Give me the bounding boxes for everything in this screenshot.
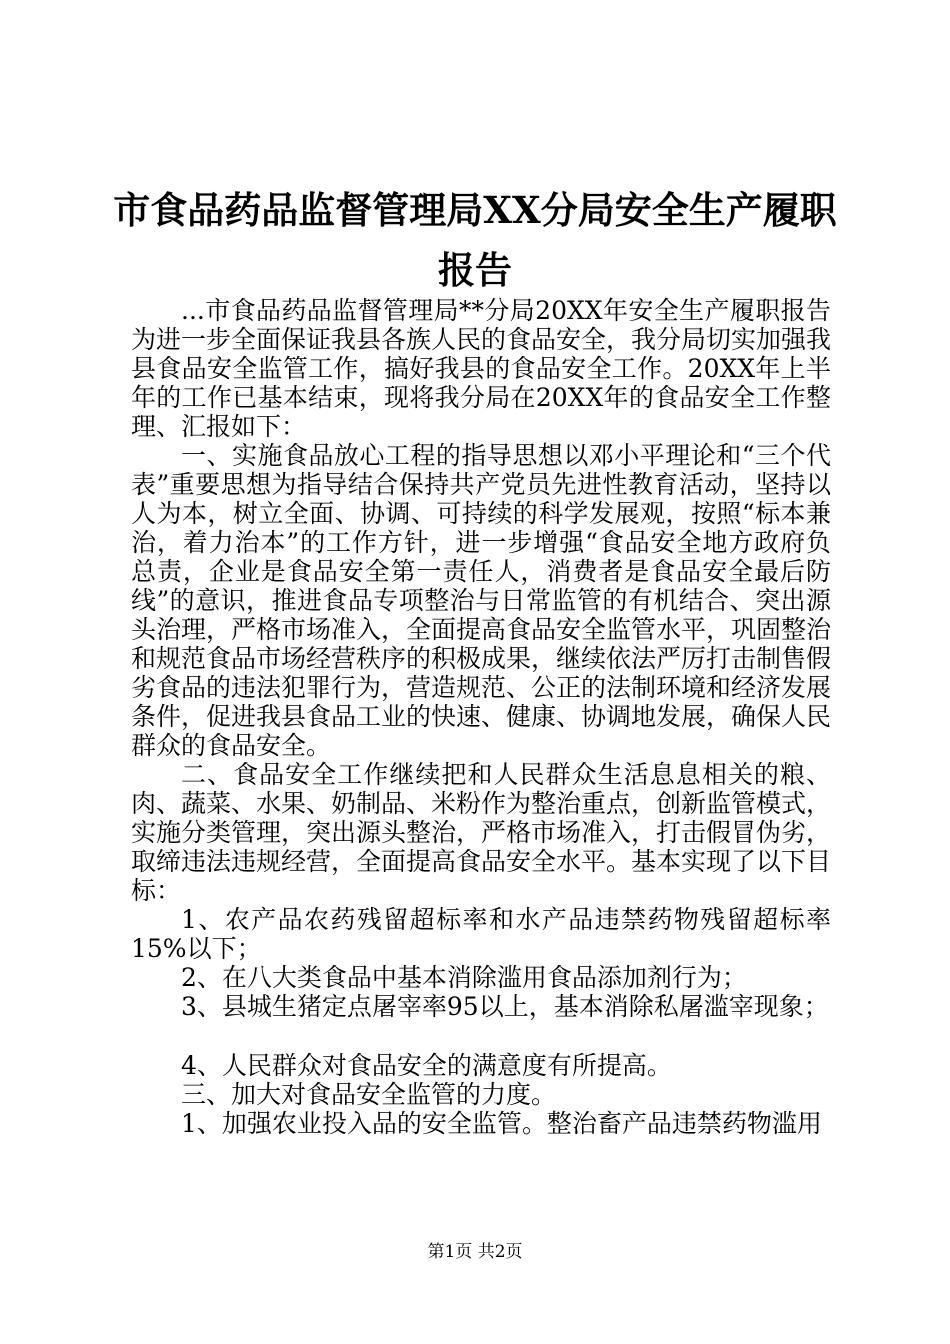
document-title-line-1: 市食品药品监督管理局XX分局安全生产履职 bbox=[113, 188, 837, 232]
paragraph-gap bbox=[131, 1021, 831, 1051]
document-body bbox=[131, 296, 831, 1138]
paragraph-section-2: 二、食品安全工作继续把和人民群众生活息息相关的粮、肉、蔬菜、水果、奶制品、米粉作为整治重点，创新监管模式，实施分类管理，突出源头整治，严格市场准入，打击假冒伪劣，取缔违法违规经营，全面提高食品安全水平。基本实现了以下目标： bbox=[131, 760, 832, 905]
list-item-goal-2: 2、在八大类食品中基本消除滥用食品添加剂行为； bbox=[181, 963, 747, 992]
list-item-goal-4: 4、人民群众对食品安全的满意度有所提高。 bbox=[181, 1051, 672, 1080]
document-title-line-2: 报告 bbox=[438, 248, 512, 292]
paragraph-section-1: 一、实施食品放心工程的指导思想以邓小平理论和“三个代表”重要思想为指导结合保持共产党员先进性教育活动，坚持以人为本，树立全面、协调、可持续的科学发展观，按照“标本兼治，着力治本”的工作方针，进一步增强“食品安全地方政府负总责，企业是食品安全第一责任人，消费者是食品安全最后防线”的意识，推进食品专项整治与日常监管的有机结合、突出源头治理，严格市场准入，全面提高食品安全监管水平，巩固整治和规范食品市场经营秩序的积极成果，继续依法严厉打击制售假劣食品的违法犯罪行为，营造规范、公正的法制环境和经济发展条件，促进我县食品工业的快速、健康、协调地发展，确保人民群众的食品安全。 bbox=[131, 441, 832, 760]
list-item-goal-3: 3、县城生猪定点屠宰率95以上，基本消除私屠滥宰现象； bbox=[181, 992, 829, 1021]
paragraph-intro: ...市食品药品监督管理局**分局20XX年安全生产履职报告为进一步全面保证我县各族人民的食品安全，我分局切实加强我县食品安全监管工作，搞好我县的食品安全工作。20XX年上半年的工作已基本结束，现将我分局在20XX年的食品安全工作整理、汇报如下： bbox=[131, 296, 832, 441]
paragraph-section-3: 三、加大对食品安全监管的力度。 bbox=[181, 1080, 557, 1109]
paragraph-section-3-item-1: 1、加强农业投入品的安全监管。整治畜产品违禁药物滥用 bbox=[181, 1109, 822, 1138]
page-footer: 第1页 共2页 bbox=[427, 1242, 523, 1262]
list-item-goal-1: 1、农产品农药残留超标率和水产品违禁药物残留超标率15%以下； bbox=[131, 905, 831, 963]
